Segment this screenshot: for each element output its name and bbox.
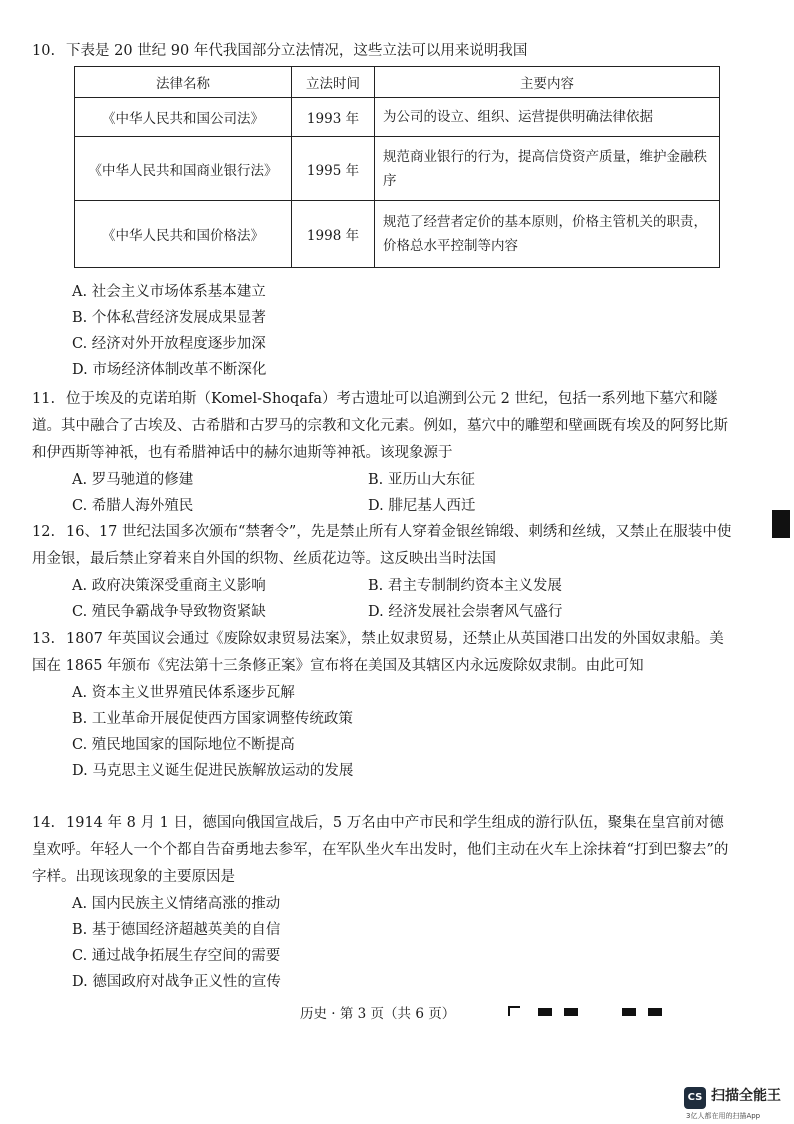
question-13: [32, 626, 732, 784]
table-cell: 1995 年: [292, 137, 375, 201]
table-header: 法律名称: [75, 67, 292, 98]
option-b[interactable]: B. 基于德国经济超越英美的自信: [72, 922, 281, 938]
table-cell: 《中华人民共和国商业银行法》: [75, 137, 292, 201]
question-12: [32, 519, 732, 625]
question-number: 12.: [32, 524, 56, 540]
registration-mark: [508, 1006, 520, 1016]
table-row: [75, 201, 720, 268]
option-a[interactable]: A. 政府决策深受重商主义影响: [72, 578, 266, 594]
option-a[interactable]: A. 国内民族主义情绪高涨的推动: [72, 896, 281, 912]
question-stem: 位于埃及的克诺珀斯（Komel-Shoqafa）考古遗址可以追溯到公元 2 世纪，包括一系列地下墓穴和隧道。其中融合了古埃及、古希腊和古罗马的宗教和文化元素。例如，墓穴中的雕塑和壁画既有埃及的阿努比斯和伊西斯等神祇，也有希腊神话中的赫尔迪斯等神祇。该现象源于: [32, 391, 728, 461]
question-stem: 1914 年 8 月 1 日，德国向俄国宣战后，5 万名由中产市民和学生组成的游行队伍，聚集在皇宫前对德皇欢呼。年轻人一个个都自告奋勇地去参军，在军队坐火车出发时，他们主动在火车上涂抹着“打到巴黎去”的字样。出现该现象的主要原因是: [32, 815, 729, 885]
table-cell: 为公司的设立、组织、运营提供明确法律依据: [375, 98, 720, 137]
table-cell: 规范商业银行的行为，提高信贷资产质量，维护金融秩序: [375, 137, 720, 201]
option-c[interactable]: C. 殖民争霸战争导致物资紧缺: [72, 604, 266, 620]
table-cell: 《中华人民共和国价格法》: [75, 201, 292, 268]
option-d[interactable]: D. 市场经济体制改革不断深化: [72, 362, 267, 378]
question-10-options: [32, 279, 732, 383]
camscanner-name: 扫描全能王: [711, 1088, 781, 1104]
option-a[interactable]: A. 罗马驰道的修建: [72, 472, 194, 488]
option-d[interactable]: D. 腓尼基人西迁: [368, 498, 476, 514]
option-b[interactable]: B. 个体私营经济发展成果显著: [72, 310, 266, 326]
option-a[interactable]: A. 资本主义世界殖民体系逐步瓦解: [72, 685, 295, 701]
question-14: [32, 810, 732, 995]
table-row: [75, 98, 720, 137]
table-header-row: [75, 67, 720, 98]
table-cell: 《中华人民共和国公司法》: [75, 98, 292, 137]
table-header: 立法时间: [292, 67, 375, 98]
question-number: 11.: [32, 391, 56, 407]
option-c[interactable]: C. 经济对外开放程度逐步加深: [72, 336, 266, 352]
table-cell: 1998 年: [292, 201, 375, 268]
option-b[interactable]: B. 亚历山大东征: [368, 472, 475, 488]
question-number: 14.: [32, 815, 56, 831]
question-10: [32, 38, 732, 65]
side-marker: [772, 510, 790, 538]
option-b[interactable]: B. 君主专制制约资本主义发展: [368, 578, 562, 594]
registration-mark: [622, 1008, 636, 1016]
question-number: 13.: [32, 631, 56, 647]
question-stem: 16、17 世纪法国多次颁布“禁奢令”，先是禁止所有人穿着金银丝锦缎、刺绣和丝绒，又禁止在服装中使用金银，最后禁止穿着来自外国的织物、丝质花边等。这反映出当时法国: [32, 524, 732, 567]
question-11: [32, 386, 732, 519]
legislation-table: [74, 66, 720, 268]
table-header: 主要内容: [375, 67, 720, 98]
option-c[interactable]: C. 希腊人海外殖民: [72, 498, 194, 514]
registration-mark: [564, 1008, 578, 1016]
option-c[interactable]: C. 通过战争拓展生存空间的需要: [72, 948, 281, 964]
table-cell: 1993 年: [292, 98, 375, 137]
registration-mark: [538, 1008, 552, 1016]
option-d[interactable]: D. 经济发展社会崇奢风气盛行: [368, 604, 563, 620]
question-number: 10.: [32, 43, 56, 59]
camscanner-logo-icon: CS: [684, 1087, 706, 1109]
registration-mark: [648, 1008, 662, 1016]
option-d[interactable]: D. 德国政府对战争正义性的宣传: [72, 974, 281, 990]
table-row: [75, 137, 720, 201]
table-cell: 规范了经营者定价的基本原则，价格主管机关的职责，价格总水平控制等内容: [375, 201, 720, 268]
option-a[interactable]: A. 社会主义市场体系基本建立: [72, 284, 266, 300]
question-stem: 1807 年英国议会通过《废除奴隶贸易法案》，禁止奴隶贸易，还禁止从英国港口出发的外国奴隶船。美国在 1865 年颁布《宪法第十三条修正案》宣布将在美国及其辖区内永远废除奴隶制。由此可知: [32, 631, 724, 674]
option-d[interactable]: D. 马克思主义诞生促进民族解放运动的发展: [72, 763, 354, 779]
question-stem: 下表是 20 世纪 90 年代我国部分立法情况，这些立法可以用来说明我国: [66, 43, 528, 59]
page-footer: 历史 · 第 3 页（共 6 页）: [300, 1006, 456, 1022]
camscanner-tagline: 3亿人都在用的扫描App: [686, 1112, 761, 1120]
option-b[interactable]: B. 工业革命开展促使西方国家调整传统政策: [72, 711, 353, 727]
option-c[interactable]: C. 殖民地国家的国际地位不断提高: [72, 737, 295, 753]
